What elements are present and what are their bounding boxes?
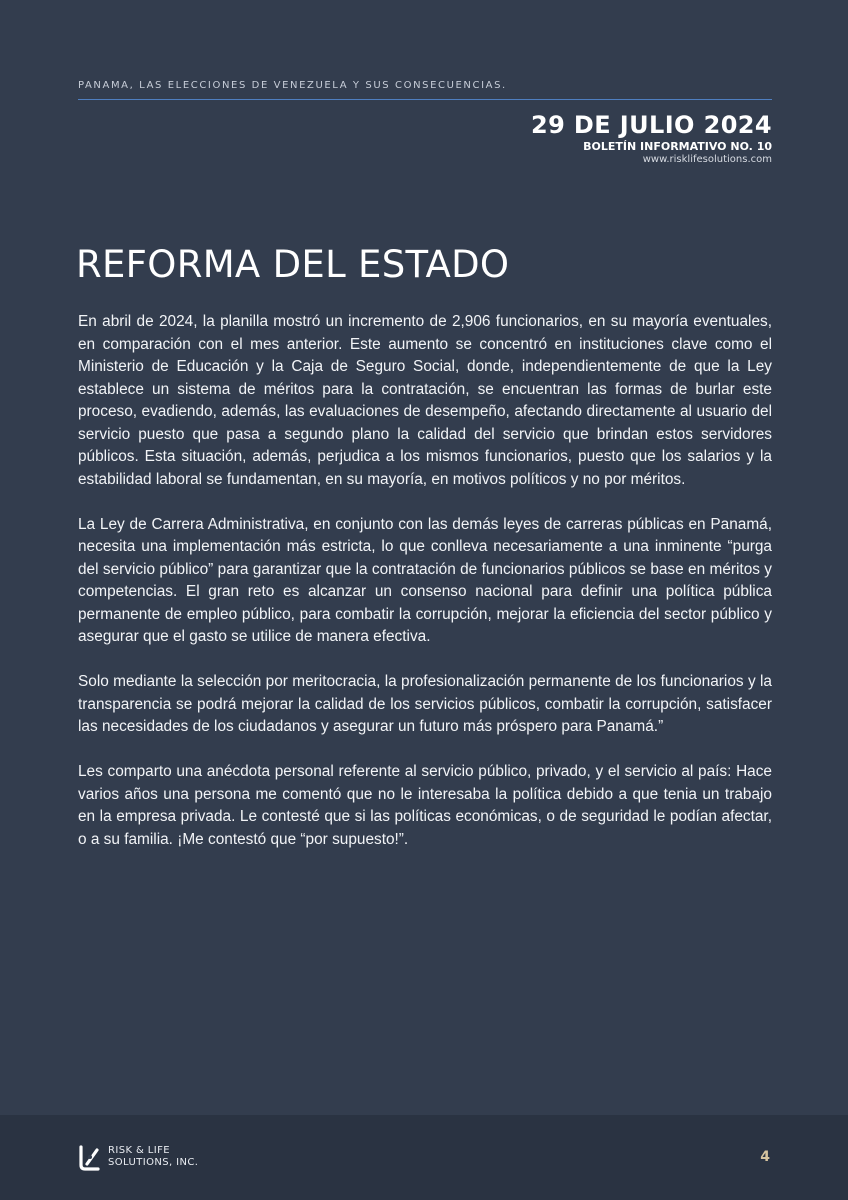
running-header: PANAMA, LAS ELECCIONES DE VENEZUELA Y SUS CONSECUENCIAS. <box>78 80 507 91</box>
header-divider <box>78 99 772 100</box>
paragraph-1: En abril de 2024, la planilla mostró un incremento de 2,906 funcionarios, en su mayoría eventuales, en comparación con el mes anterior. Este aumento se concentró en instituciones clave como el Ministerio de Educación y la Caja de Seguro Social, donde, independientemente de que la Ley establece un sistema de méritos para la contratación, se encuentran las formas de burlar este proceso, evadiendo, además, las evaluaciones de desempeño, afectando directamente al usuario del servicio puesto que pasa a segundo plano la calidad del servicio que brindan estos servidores públicos. Esta situación, además, perjudica a los mismos funcionarios, puesto que los salarios y la estabilidad laboral se fundamentan, en su mayoría, en motivos políticos y no por méritos. <box>78 313 772 488</box>
article-body <box>78 311 772 874</box>
paragraph-3: Solo mediante la selección por meritocracia, la profesionalización permanente de los funcionarios y la transparencia se podrá mejorar la calidad de los servicios públicos, combatir la corrupción, satisfacer las necesidades de los ciudadanos y asegurar un futuro más próspero para Panamá.” <box>78 673 772 735</box>
page-number: 4 <box>760 1149 770 1165</box>
issue-date: 29 DE JULIO 2024 <box>530 111 772 139</box>
company-name <box>108 1145 198 1169</box>
risk-life-logo-icon <box>78 1145 100 1171</box>
bulletin-number: BOLETÍN INFORMATIVO NO. 10 <box>583 140 772 153</box>
paragraph-4: Les comparto una anécdota personal referente al servicio público, privado, y el servicio al país: Hace varios años una persona me comentó que no le interesaba la política debido a que tenia un trabajo en la empresa privada. Le contesté que si las políticas económicas, o de seguridad le podían afectar, o a su familia. ¡Me contestó que “por supuesto!”. <box>78 763 772 848</box>
date-block <box>531 110 772 166</box>
company-name-line-2: SOLUTIONS, INC. <box>108 1157 199 1168</box>
page-footer <box>0 1115 848 1200</box>
company-name-line-1: RISK & LIFE <box>108 1145 170 1156</box>
website-link[interactable]: www.risklifesolutions.com <box>642 154 772 165</box>
paragraph-2: La Ley de Carrera Administrativa, en conjunto con las demás leyes de carreras públicas en Panamá, necesita una implementación más estricta, lo que conlleva necesariamente a una inminente “purga del servicio público” para garantizar que la contratación de funcionarios públicos se base en méritos y competencias. El gran reto es alcanzar un consenso nacional para definir una política pública permanente de empleo público, para combatir la corrupción, mejorar la eficiencia del sector público y asegurar que el gasto se utilice de manera efectiva. <box>78 515 772 645</box>
article-title: REFORMA DEL ESTADO <box>76 243 510 286</box>
